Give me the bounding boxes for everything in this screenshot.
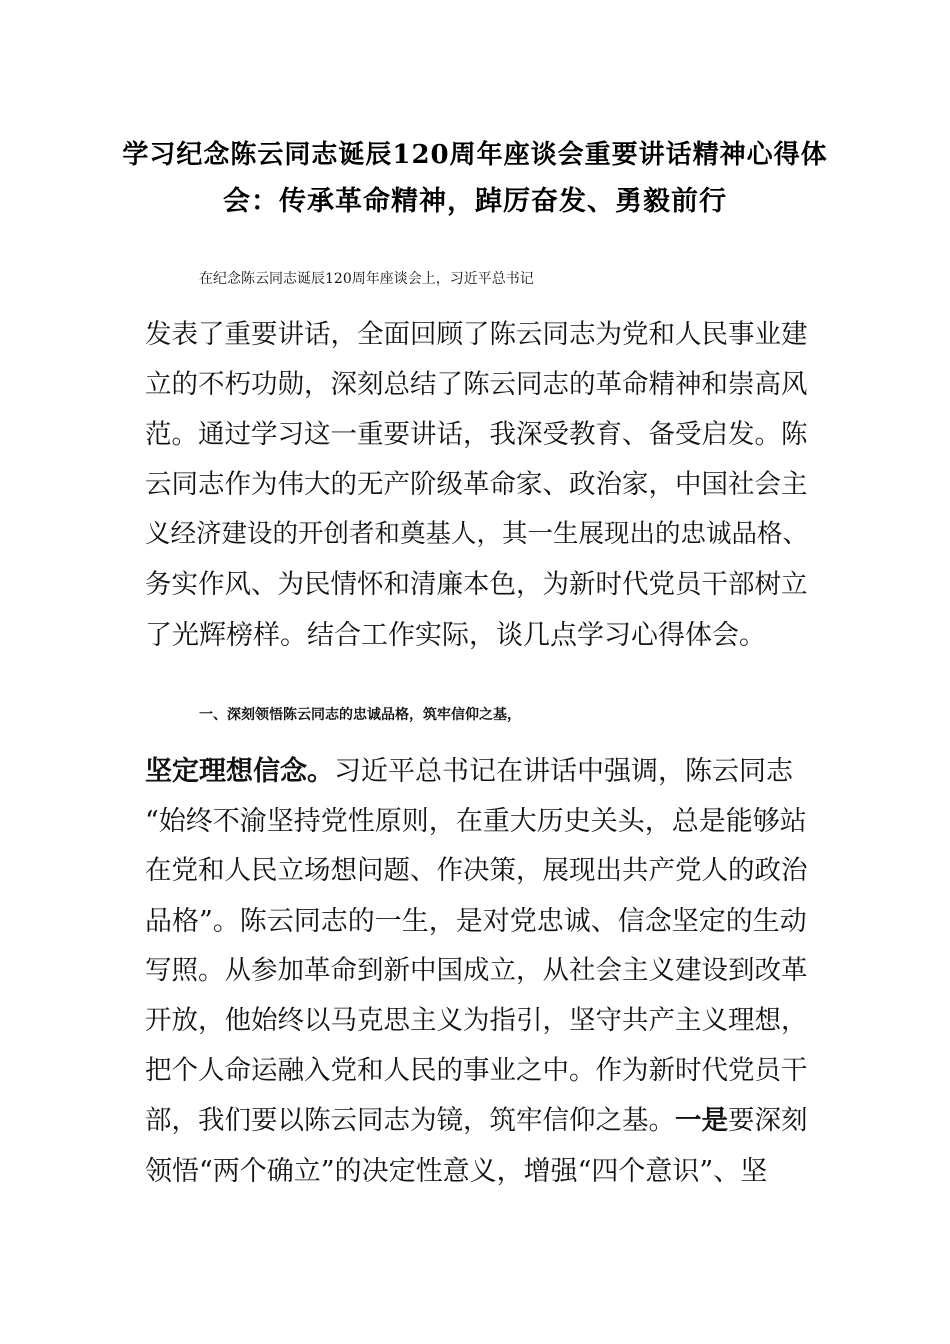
section-1-body-line-8: 领悟“两个确立”的决定性意义，增强“四个意识”、坚: [145, 1156, 768, 1187]
section-1-line-7-end: 要深刻: [728, 1105, 808, 1136]
intro-line-5: 云同志作为伟大的无产阶级革命家、政治家，中国社会主: [145, 469, 808, 500]
section-1-body-line-5: 开放，他始终以马克思主义为指引，坚守共产主义理想，: [145, 1005, 808, 1036]
section-1-body-start: 习近平总书记在讲话中强调，陈云同志: [334, 756, 793, 787]
document-title-line-2: 会：传承革命精神，踔厉奋发、勇毅前行: [223, 186, 727, 217]
section-1-body-line-4: 写照。从参加革命到新中国成立，从社会主义建设到改革: [145, 955, 808, 986]
section-1-heading-end: 坚定理想信念。: [145, 756, 334, 787]
document-title-line-1: 学习纪念陈云同志诞辰120周年座谈会重要讲话精神心得体: [122, 140, 828, 170]
section-1-body-line-2: 在党和人民立场想问题、作决策，展现出共产党人的政治: [145, 855, 808, 886]
section-1-line-7-start: 部，我们要以陈云同志为镜，筑牢信仰之基。: [145, 1105, 675, 1136]
intro-line-3: 立的不朽功勋，深刻总结了陈云同志的革命精神和崇高风: [145, 369, 808, 400]
intro-line-8: 了光辉榜样。结合工作实际，谈几点学习心得体会。: [145, 620, 766, 651]
point-one-marker: 一是: [675, 1105, 728, 1136]
section-1-body-line-1: “始终不渝坚持党性原则，在重大历史关头，总是能够站: [145, 806, 807, 837]
intro-line-7: 务实作风、为民情怀和清廉本色，为新时代党员干部树立: [145, 569, 808, 600]
section-1-body-line-7: [145, 1105, 815, 1136]
section-1-heading-continuation: [145, 758, 815, 785]
intro-line-6: 义经济建设的开创者和奠基人，其一生展现出的忠诚品格、: [145, 519, 809, 549]
intro-line-2: 发表了重要讲话，全面回顾了陈云同志为党和人民事业建: [145, 319, 808, 350]
section-1-body-line-3: 品格”。陈云同志的一生，是对党忠诚、信念坚定的生动: [145, 906, 807, 937]
intro-line-4: 范。通过学习这一重要讲话，我深受教育、备受启发。陈: [145, 419, 808, 450]
section-1-heading: 一、深刻领悟陈云同志的忠诚品格，筑牢信仰之基，: [199, 707, 521, 723]
section-1-body-line-6: 把个人命运融入党和人民的事业之中。作为新时代党员干: [145, 1055, 808, 1086]
intro-line-1: 在纪念陈云同志诞辰120周年座谈会上，习近平总书记: [199, 271, 534, 287]
